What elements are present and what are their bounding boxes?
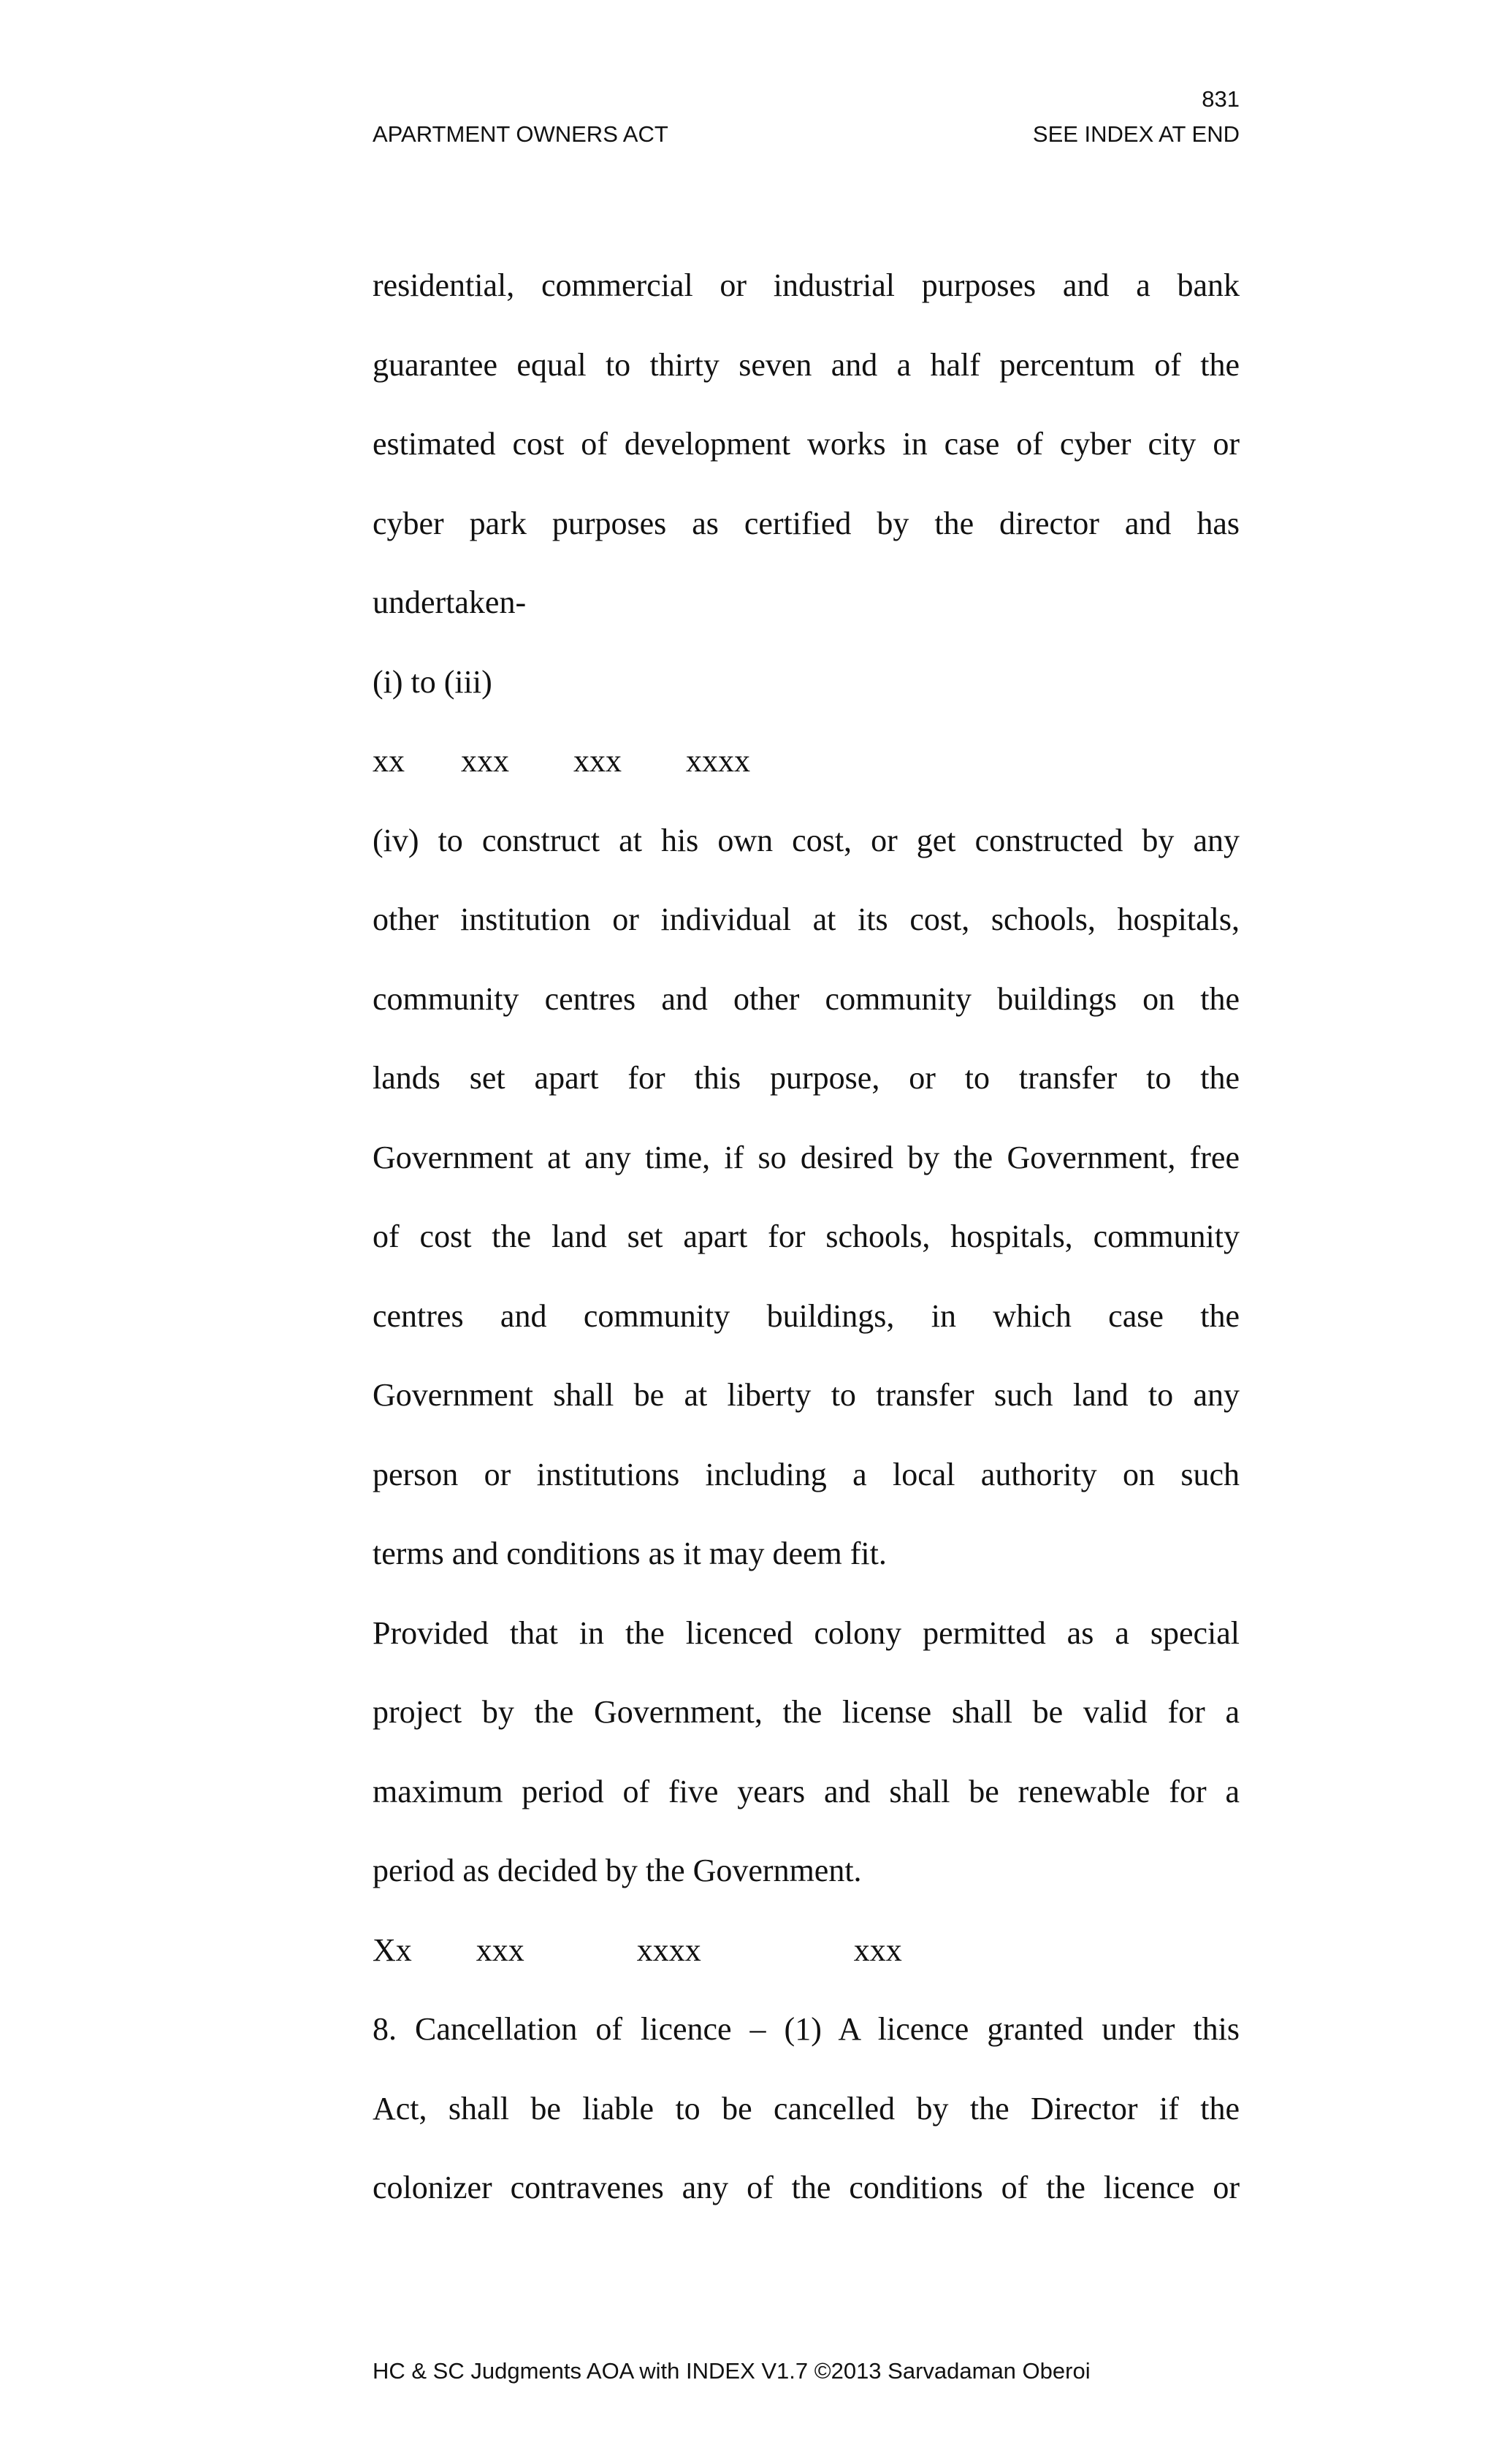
text-line: Government at any time, if so desired by the Government, free: [373, 1139, 1240, 1175]
running-header-index-note: SEE INDEX AT END: [1032, 121, 1240, 147]
text-line: period as decided by the Government.: [373, 1853, 862, 1888]
text-line: (iv) to construct at his own cost, or get constructed by any: [373, 822, 1240, 858]
page-footer: HC & SC Judgments AOA with INDEX V1.7 ©2013 Sarvadaman Oberoi: [373, 2358, 1091, 2384]
omission-marker: Xx xxx xxxx xxx: [373, 1931, 902, 1968]
text-line: lands set apart for this purpose, or to transfer to the: [373, 1060, 1240, 1096]
text-line: project by the Government, the license shall be valid for a: [373, 1694, 1240, 1730]
text-line: (i) to (iii): [373, 663, 492, 700]
text-line: undertaken-: [373, 584, 527, 620]
text-line: other institution or individual at its cost, schools, hospitals,: [373, 901, 1240, 937]
omission-marker: xx xxx xxx xxxx: [373, 743, 750, 779]
text-line: estimated cost of development works in case of cyber city or: [373, 426, 1240, 462]
text-line: Act, shall be liable to be cancelled by the Director if the: [373, 2090, 1240, 2127]
running-header-title: APARTMENT OWNERS ACT: [373, 121, 668, 147]
text-line: Government shall be at liberty to transfer such land to any: [373, 1377, 1240, 1413]
text-line: Provided that in the licenced colony permitted as a special: [373, 1614, 1240, 1651]
text-line: terms and conditions as it may deem fit.: [373, 1536, 887, 1571]
text-line: guarantee equal to thirty seven and a half percentum of the: [373, 346, 1240, 383]
statute-text: [373, 264, 1240, 2246]
text-line: maximum period of five years and shall be renewable for a: [373, 1773, 1240, 1809]
section-heading-line: 8. Cancellation of licence – (1) A licence granted under this: [373, 2011, 1240, 2047]
text-line: residential, commercial or industrial purposes and a bank: [373, 267, 1240, 303]
page-number: 831: [1202, 86, 1240, 112]
text-line: person or institutions including a local authority on such: [373, 1456, 1240, 1492]
text-line: of cost the land set apart for schools, hospitals, community: [373, 1218, 1240, 1254]
text-line: cyber park purposes as certified by the director and has: [373, 505, 1240, 541]
text-line: community centres and other community buildings on the: [373, 980, 1240, 1017]
text-line: centres and community buildings, in which case the: [373, 1297, 1240, 1334]
text-line: colonizer contravenes any of the conditions of the licence or: [373, 2170, 1240, 2205]
